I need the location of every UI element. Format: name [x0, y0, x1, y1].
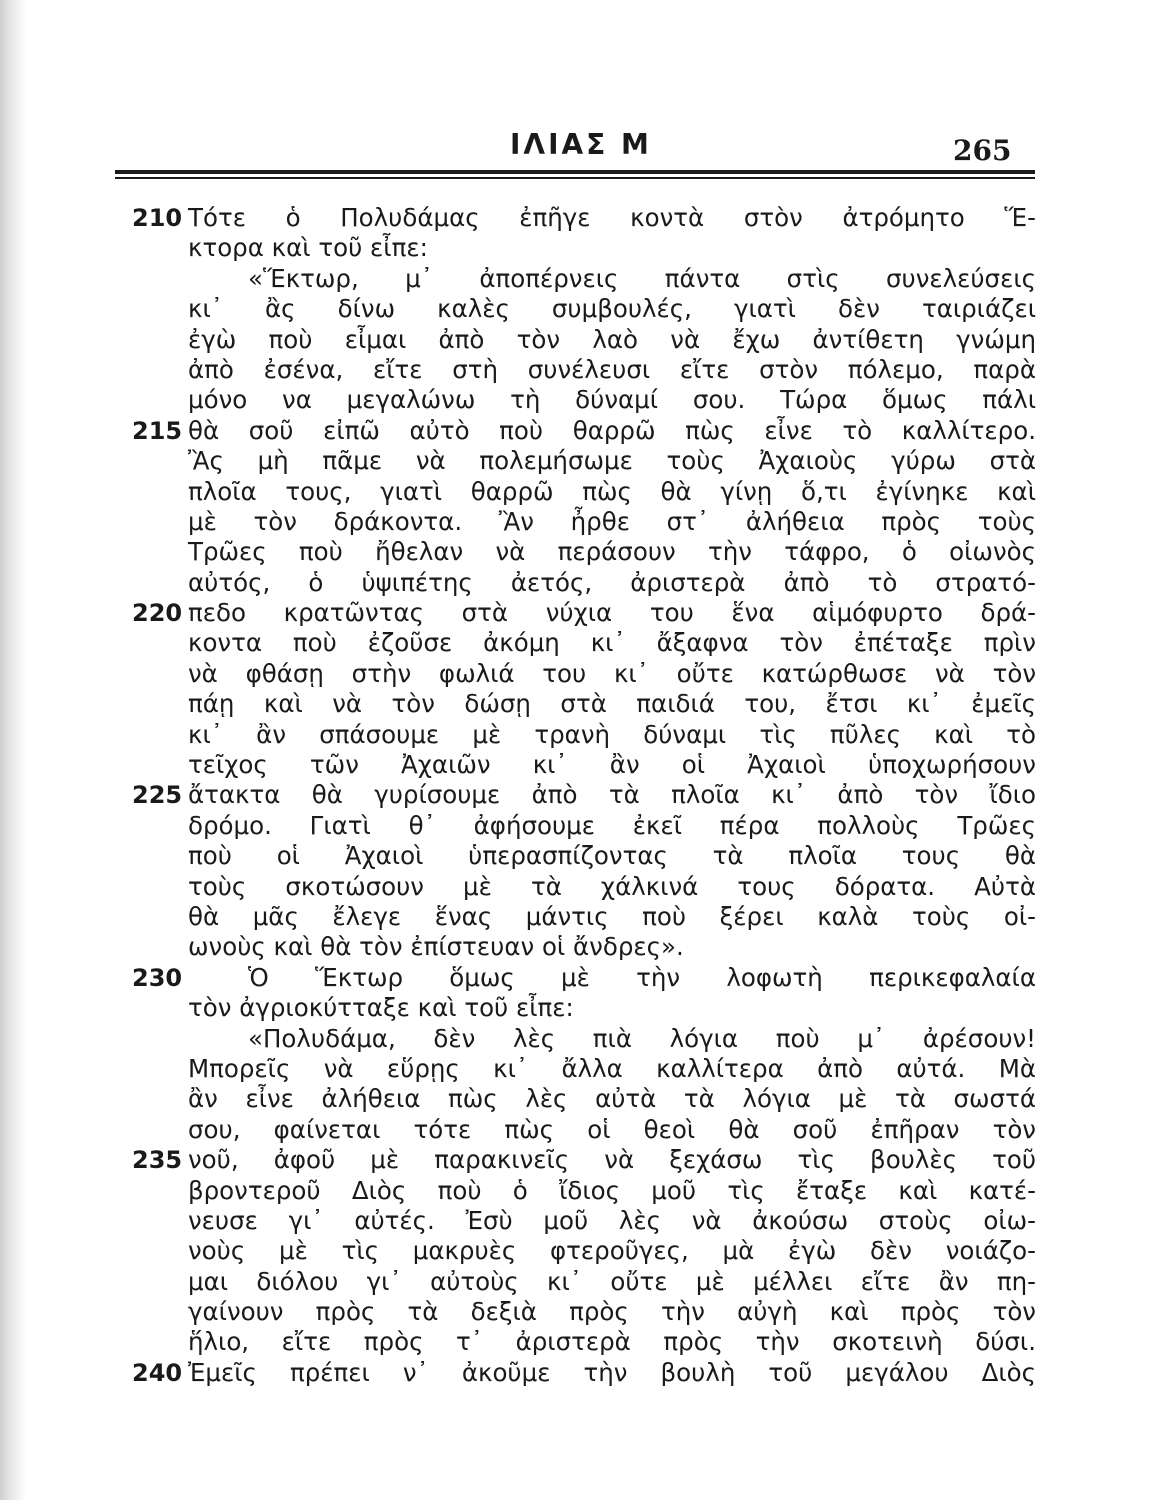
line-text: δρόμο. Γιατὶ θ᾿ ἀφήσουμε ἐκεῖ πέρα πολλοὺς Τρῶες: [188, 810, 1036, 840]
line-text: «Ἕκτωρ, μ᾿ ἀποπέρνεις πάντα στὶς συνελεύσεις: [248, 263, 1036, 293]
line-text: αὐτός, ὁ ὑψιπέτης ἀετός, ἀριστερὰ ἀπὸ τὸ στρατό-: [188, 567, 1036, 597]
line-text: ποὺ οἱ Ἀχαιοὶ ὑπερασπίζοντας τὰ πλοῖα τους θὰ: [188, 841, 1036, 871]
line-text: Μπορεῖς νὰ εὕρῃς κι᾿ ἄλλα καλλίτερα ἀπὸ αὐτά. Μὰ: [188, 1053, 1036, 1083]
line-number: 215: [132, 416, 183, 445]
line-text: τεῖχος τῶν Ἀχαιῶν κι᾿ ἂν οἱ Ἀχαιοὶ ὑποχωρήσουν: [188, 750, 1036, 780]
verse-line: [0, 659, 1173, 689]
line-text: ἀπὸ ἐσένα, εἴτε στὴ συνέλευσι εἴτε στὸν πόλεμο, παρὰ: [188, 354, 1036, 384]
line-text: νευσε γι᾿ αὐτές. Ἐσὺ μοῦ λὲς νὰ ἀκούσω στοὺς οἰω-: [188, 1205, 1036, 1235]
line-text: κι᾿ ἂς δίνω καλὲς συμβουλές, γιατὶ δὲν ταιριάζει: [188, 294, 1036, 324]
verse-line: [0, 477, 1173, 507]
verse-line: [0, 963, 1173, 993]
verse-line: [0, 1358, 1173, 1388]
verse-line: [0, 628, 1173, 658]
line-text: μόνο να μεγαλώνω τὴ δύναμί σου. Τώρα ὅμως πάλι: [188, 385, 1036, 415]
verse-line: [0, 780, 1173, 810]
verse-line: [0, 720, 1173, 750]
header-rule-thin: [115, 177, 1035, 179]
line-text: νοῦ, ἀφοῦ μὲ παρακινεῖς νὰ ξεχάσω τὶς βουλὲς τοῦ: [188, 1145, 1036, 1175]
verse-line: [0, 325, 1173, 355]
page-number: 265: [953, 134, 1012, 167]
verse-line: [0, 446, 1173, 476]
line-text: ἂν εἶνε ἀλήθεια πὼς λὲς αὐτὰ τὰ λόγια μὲ τὰ σωστά: [188, 1084, 1036, 1114]
line-text: κι᾿ ἂν σπάσουμε μὲ τρανὴ δύναμι τὶς πῦλες καὶ τὸ: [188, 719, 1036, 749]
verse-line: [0, 811, 1173, 841]
running-head: ΙΛΙΑΣ Μ: [510, 128, 652, 161]
verse-line: [0, 1327, 1173, 1357]
verse-line: [0, 416, 1173, 446]
verse-text-block: [0, 203, 1173, 1388]
line-text: ἄτακτα θὰ γυρίσουμε ἀπὸ τὰ πλοῖα κι᾿ ἀπὸ τὸν ἴδιο: [188, 780, 1036, 810]
line-text: πλοῖα τους, γιατὶ θαρρῶ πὼς θὰ γίνῃ ὅ,τι ἐγίνηκε καὶ: [188, 476, 1036, 506]
line-text: μὲ τὸν δράκοντα. Ἂν ἦρθε στ᾿ ἀλήθεια πρὸς τοὺς: [188, 506, 1036, 536]
line-text: νοὺς μὲ τὶς μακρυὲς φτεροῦγες, μὰ ἐγὼ δὲν νοιάζο-: [188, 1236, 1036, 1266]
verse-line: [0, 1176, 1173, 1206]
verse-line: [0, 1054, 1173, 1084]
verse-line: [0, 294, 1173, 324]
line-text: τοὺς σκοτώσουν μὲ τὰ χάλκινά τους δόρατα. Αὐτὰ: [188, 871, 1036, 901]
line-text: πάῃ καὶ νὰ τὸν δώσῃ στὰ παιδιά του, ἔτσι κι᾿ ἐμεῖς: [188, 689, 1036, 719]
line-text: βροντεροῦ Διὸς ποὺ ὁ ἴδιος μοῦ τὶς ἔταξε καὶ κατέ-: [188, 1175, 1036, 1205]
verse-line: [0, 203, 1173, 233]
line-text: κτορα καὶ τοῦ εἶπε:: [188, 233, 428, 263]
line-text: μαι διόλου γι᾿ αὐτοὺς κι᾿ οὔτε μὲ μέλλει εἴτε ἂν πη-: [188, 1266, 1036, 1296]
verse-line: [0, 689, 1173, 719]
verse-line: [0, 1084, 1173, 1114]
line-text: Τρῶες ποὺ ἤθελαν νὰ περάσουν τὴν τάφρο, ὁ οἰωνὸς: [188, 537, 1036, 567]
line-text: ἥλιο, εἴτε πρὸς τ᾿ ἀριστερὰ πρὸς τὴν σκοτεινὴ δύσι.: [188, 1327, 1036, 1357]
line-text: Τότε ὁ Πολυδάμας ἐπῆγε κοντὰ στὸν ἀτρόμητο Ἕ-: [188, 203, 1036, 232]
line-text: σου, φαίνεται τότε πὼς οἱ θεοὶ θὰ σοῦ ἐπῆραν τὸν: [188, 1114, 1036, 1144]
header-rule-thick: [115, 170, 1035, 174]
verse-line: [0, 1024, 1173, 1054]
verse-line: [0, 355, 1173, 385]
verse-line: [0, 993, 1173, 1023]
line-text: πεδο κρατῶντας στὰ νύχια του ἕνα αἱμόφυρτο δρά-: [188, 598, 1036, 628]
line-text: κοντα ποὺ ἐζοῦσε ἀκόμη κι᾿ ἄξαφνα τὸν ἐπέταξε πρὶν: [188, 628, 1036, 658]
line-number: 240: [132, 1358, 183, 1387]
verse-line: [0, 902, 1173, 932]
verse-line: [0, 233, 1173, 263]
verse-line: [0, 841, 1173, 871]
verse-line: [0, 1297, 1173, 1327]
line-text: «Πολυδάμα, δὲν λὲς πιὰ λόγια ποὺ μ᾿ ἀρέσουν!: [248, 1023, 1036, 1053]
line-text: γαίνουν πρὸς τὰ δεξιὰ πρὸς τὴν αὐγὴ καὶ πρὸς τὸν: [188, 1297, 1036, 1327]
line-text: ἐγὼ ποὺ εἶμαι ἀπὸ τὸν λαὸ νὰ ἔχω ἀντίθετη γνώμη: [188, 324, 1036, 354]
verse-line: [0, 264, 1173, 294]
line-number: 220: [132, 599, 183, 628]
line-text: Ὁ Ἕκτωρ ὅμως μὲ τὴν λοφωτὴ περικεφαλαία: [248, 962, 1036, 992]
verse-line: [0, 1115, 1173, 1145]
verse-line: [0, 385, 1173, 415]
verse-line: [0, 568, 1173, 598]
verse-line: [0, 598, 1173, 628]
verse-line: [0, 507, 1173, 537]
verse-line: [0, 1236, 1173, 1266]
verse-line: [0, 1145, 1173, 1175]
line-text: Ἐμεῖς πρέπει ν᾿ ἀκοῦμε τὴν βουλὴ τοῦ μεγάλου Διὸς: [188, 1357, 1036, 1387]
line-number: 210: [132, 204, 183, 232]
verse-line: [0, 1206, 1173, 1236]
verse-line: [0, 872, 1173, 902]
line-text: θὰ σοῦ εἰπῶ αὐτὸ ποὺ θαρρῶ πὼς εἶνε τὸ καλλίτερο.: [188, 415, 1036, 445]
line-text: τὸν ἀγριοκύτταξε καὶ τοῦ εἶπε:: [188, 993, 574, 1023]
line-text: νὰ φθάσῃ στὴν φωλιά του κι᾿ οὔτε κατώρθωσε νὰ τὸν: [188, 658, 1036, 688]
line-text: Ἂς μὴ πᾶμε νὰ πολεμήσωμε τοὺς Ἀχαιοὺς γύρω στὰ: [188, 446, 1036, 476]
verse-line: [0, 932, 1173, 962]
verse-line: [0, 750, 1173, 780]
line-text: θὰ μᾶς ἔλεγε ἕνας μάντις ποὺ ξέρει καλὰ τοὺς οἰ-: [188, 901, 1036, 931]
line-number: 225: [132, 781, 183, 810]
line-number: 230: [132, 963, 183, 992]
verse-line: [0, 537, 1173, 567]
line-number: 235: [132, 1146, 183, 1175]
verse-line: [0, 1267, 1173, 1297]
line-text: ωνοὺς καὶ θὰ τὸν ἐπίστευαν οἱ ἄνδρες».: [188, 932, 684, 962]
